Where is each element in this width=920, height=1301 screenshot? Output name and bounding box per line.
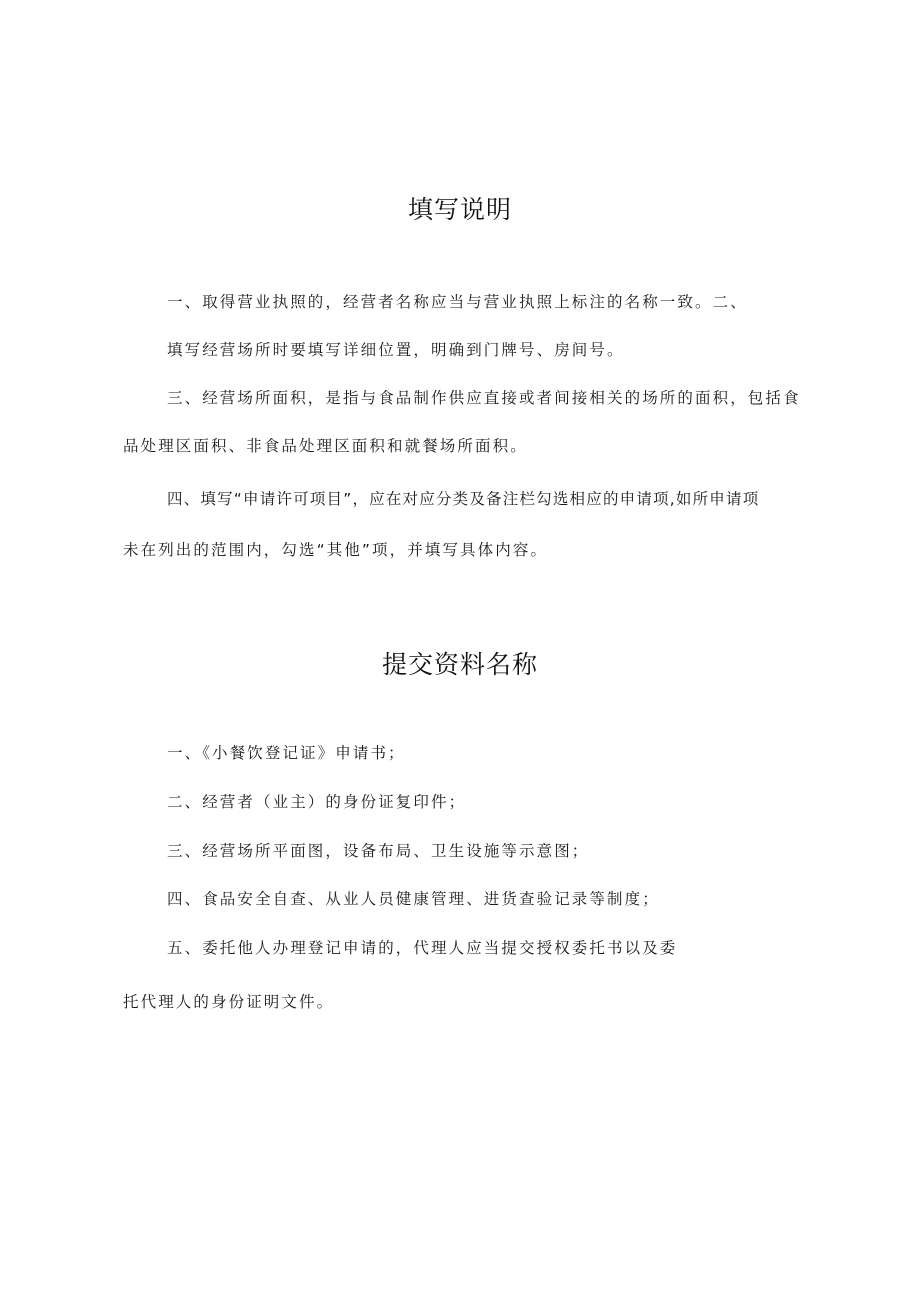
instruction-line-4: 品处理区面积、非食品处理区面积和就餐场所面积。 <box>123 437 528 455</box>
section-title-documents: 提交资料名称 <box>381 650 538 679</box>
instruction-line-3: 三、经营场所面积，是指与食品制作供应直接或者间接相关的场所的面积，包括食 <box>167 389 801 407</box>
instruction-line-2: 填写经营场所时要填写详细位置，明确到门牌号、房间号。 <box>167 341 625 359</box>
document-item-4: 四、食品安全自查、从业人员健康管理、进货查验记录等制度； <box>167 890 660 908</box>
document-item-1: 一、《小餐饮登记证》申请书； <box>167 744 406 762</box>
instruction-line-5: 四、填写“申请许可项目”，应在对应分类及备注栏勾选相应的申请项,如所申请项 <box>167 490 760 508</box>
document-item-2: 二、经营者（业主）的身份证复印件； <box>167 793 467 811</box>
instruction-line-6: 未在列出的范围内，勾选“其他”项，并填写具体内容。 <box>123 541 549 559</box>
document-item-5-continued: 托代理人的身份证明文件。 <box>123 993 335 1011</box>
section-title-instructions: 填写说明 <box>407 195 512 224</box>
document-item-3: 三、经营场所平面图，设备布局、卫生设施等示意图； <box>167 842 590 860</box>
instruction-line-1: 一、取得营业执照的，经营者名称应当与营业执照上标注的名称一致。二、 <box>167 293 748 311</box>
document-item-5: 五、委托他人办理登记申请的，代理人应当提交授权委托书以及委 <box>167 939 678 957</box>
